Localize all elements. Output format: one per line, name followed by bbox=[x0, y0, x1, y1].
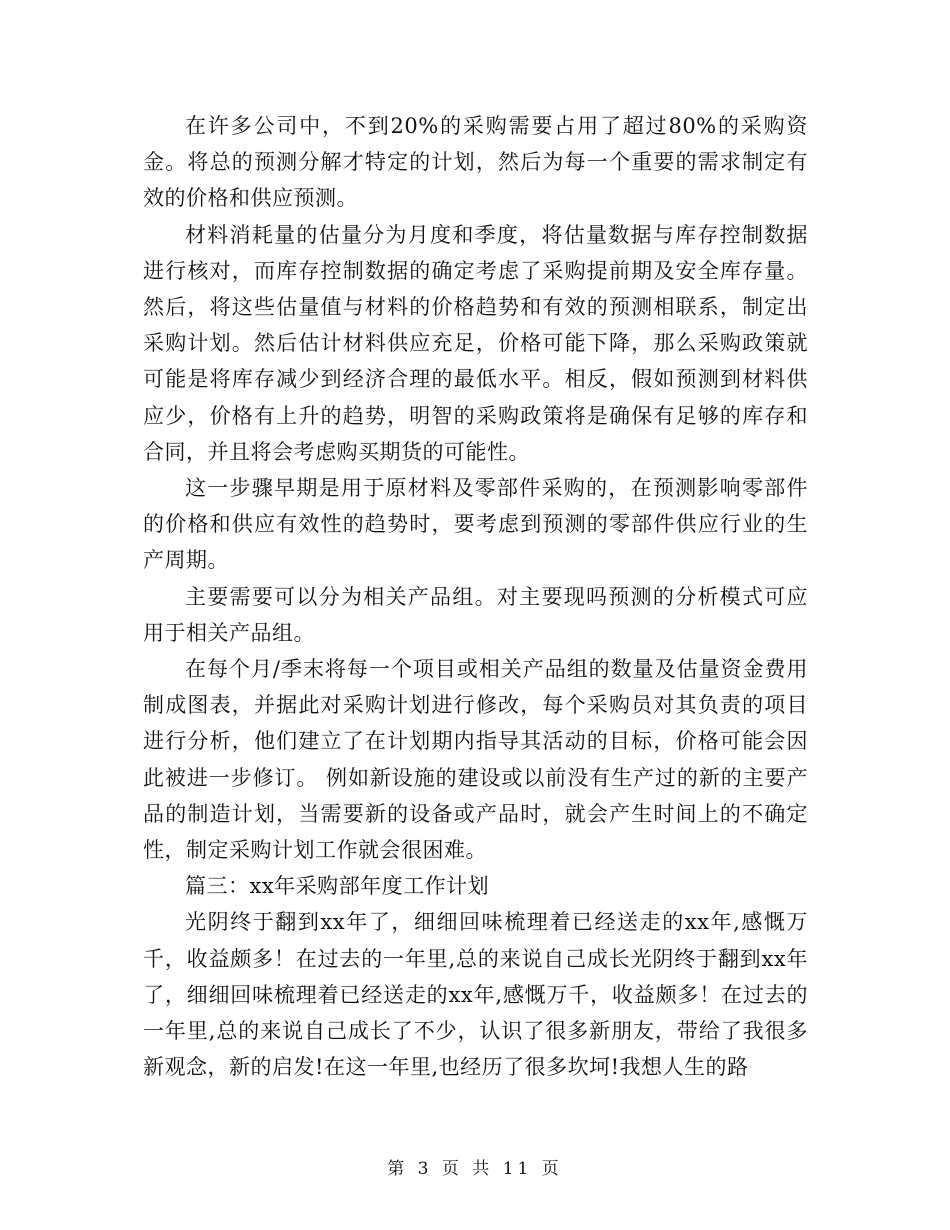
document-body bbox=[143, 108, 808, 1085]
paragraph-monthly-review: 在每个月/季末将每一个项目或相关产品组的数量及估量资金费用制成图表，并据此对采购计划进行修改，每个采购员对其负责的项目进行分析，他们建立了在计划期内指导其活动的目标，价格可能会因此被进一步修订。 例如新设施的建设或以前没有生产过的新的主要产品的制造计划，当需要新的设备或产品时，就会产生时间上的不确定性，制定采购计划工作就会很困难。 bbox=[143, 657, 808, 863]
paragraph-components-forecast: 这一步骤早期是用于原材料及零部件采购的，在预测影响零部件的价格和供应有效性的趋势时，要考虑到预测的零部件供应行业的生产周期。 bbox=[143, 476, 808, 573]
paragraph-product-groups: 主要需要可以分为相关产品组。对主要现吗预测的分析模式可应用于相关产品组。 bbox=[143, 584, 808, 645]
section-heading: 篇三：xx年采购部年度工作计划 bbox=[185, 874, 490, 899]
paragraph-procurement-funds: 在许多公司中，不到20%的采购需要占用了超过80%的采购资金。将总的预测分解才特定的计划，然后为每一个重要的需求制定有效的价格和供应预测。 bbox=[143, 114, 808, 211]
paragraph-material-consumption: 材料消耗量的估量分为月度和季度，将估量数据与库存控制数据进行核对，而库存控制数据的确定考虑了采购提前期及安全库存量。然后，将这些估量值与材料的价格趋势和有效的预测相联系，制定出采购计划。然后估计材料供应充足，价格可能下降，那么采购政策就可能是将库存减少到经济合理的最低水平。相反，假如预测到材料供应少，价格有上升的趋势，明智的采购政策将是确保有足够的库存和合同，并且将会考虑购买期货的可能性。 bbox=[143, 222, 808, 464]
paragraph-year-review: 光阴终于翻到xx年了，细细回味梳理着已经送走的xx年,感慨万千，收益颇多！在过去的一年里,总的来说自己成长光阴终于翻到xx年了，细细回味梳理着已经送走的xx年,感慨万千，收益颇多！在过去的一年里,总的来说自己成长了不少，认识了很多新朋友，带给了我很多新观念，新的启发!在这一年里,也经历了很多坎坷!我想人生的路 bbox=[143, 910, 808, 1080]
page-number-footer: 第 3 页 共 11 页 bbox=[387, 1159, 563, 1179]
